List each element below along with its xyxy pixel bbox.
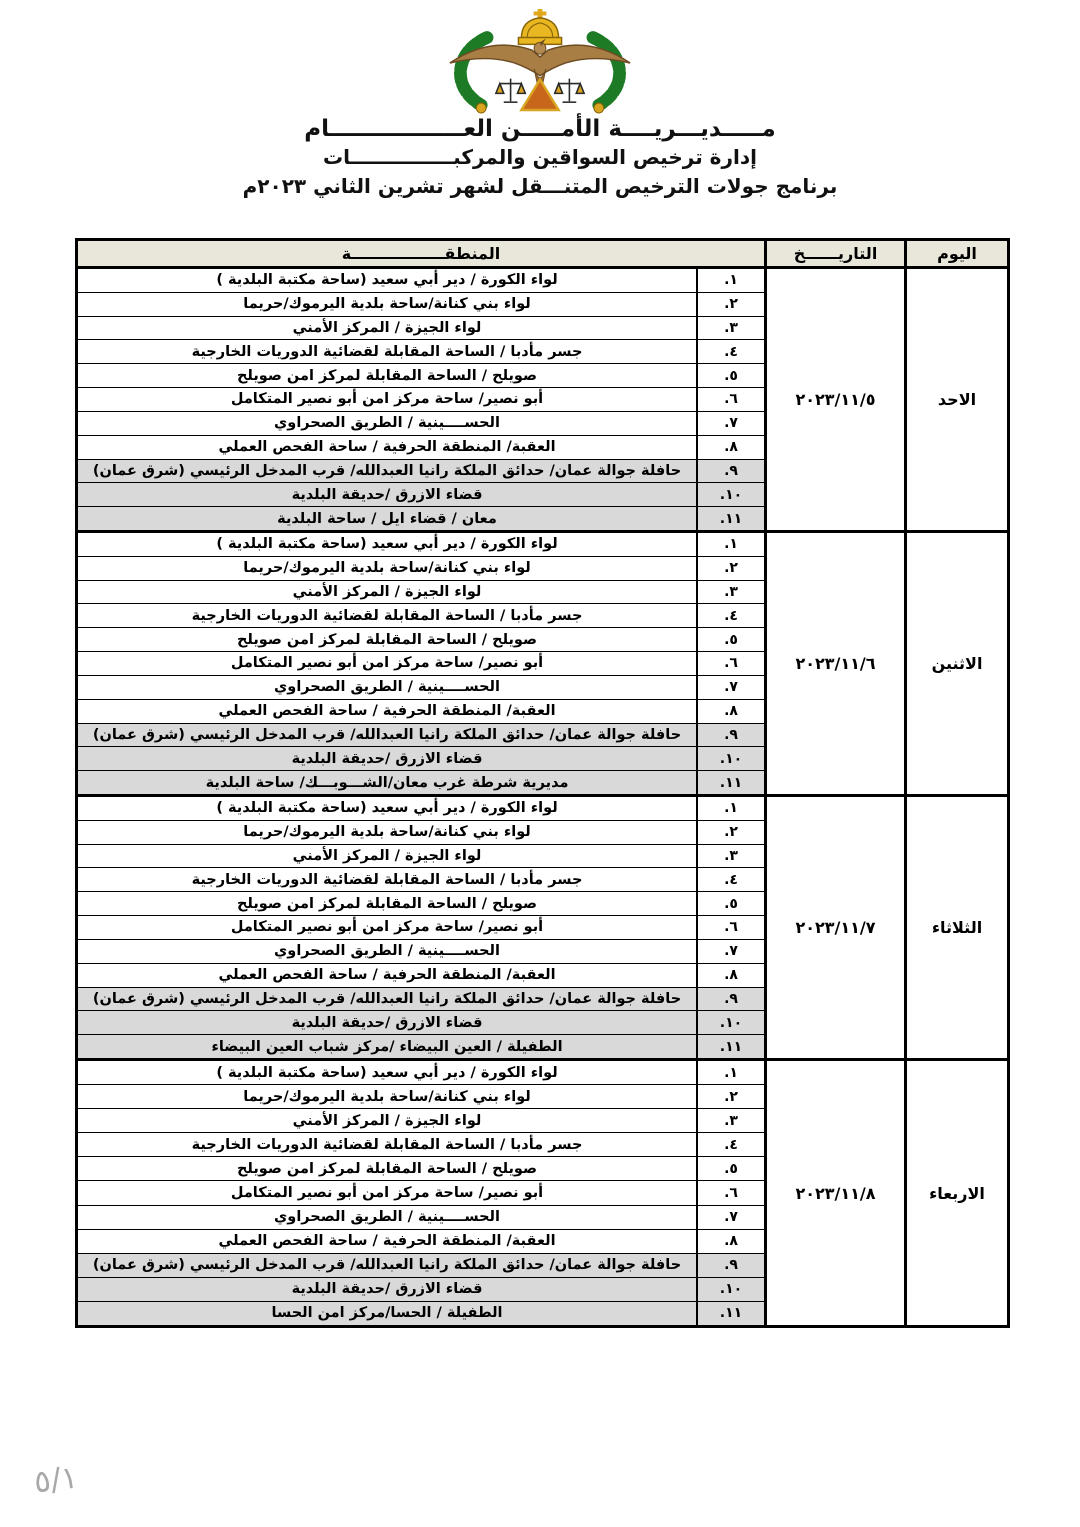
table-row <box>78 676 764 700</box>
table-row <box>78 293 764 317</box>
row-area-text: قضاء الازرق /حديقة البلدية <box>78 1011 696 1034</box>
table-row <box>78 868 764 892</box>
row-area-text: أبو نصير/ ساحة مركز امن أبو نصير المتكامل <box>230 919 544 936</box>
row-area-text: الحســــينية / الطريق الصحراوي <box>274 1209 500 1226</box>
row-area-text: قضاء الازرق /حديقة البلدية <box>78 747 696 770</box>
row-number: ٧. <box>696 676 764 699</box>
table-row <box>78 581 764 605</box>
table-row <box>78 1035 764 1058</box>
day-cell: الاحد <box>904 269 1007 530</box>
table-row <box>78 460 764 484</box>
row-number: ١١. <box>696 1035 764 1058</box>
table-row <box>78 988 764 1012</box>
row-area-text: العقبة/ المنطقة الحرفية / ساحة الفحص العملي <box>218 1233 556 1250</box>
table-row <box>78 1254 764 1278</box>
table-row <box>78 1061 764 1085</box>
row-area-text: أبو نصير/ ساحة مركز امن أبو نصير المتكامل <box>230 391 544 408</box>
row-number: ٦. <box>696 916 764 939</box>
row-number: ٧. <box>696 412 764 435</box>
row-number: ٩. <box>696 460 764 483</box>
row-number: ١١. <box>696 1302 764 1325</box>
table-row <box>78 436 764 460</box>
table-row <box>78 1133 764 1157</box>
table-row <box>78 1302 764 1325</box>
table-row <box>78 1157 764 1181</box>
row-number: ٦. <box>696 1181 764 1204</box>
table-row <box>78 821 764 845</box>
org-title: مـــــديـــريــــة الأمـــــن العـــــــــــــــــام <box>304 116 776 142</box>
table-row <box>78 483 764 507</box>
table-row <box>78 652 764 676</box>
row-area-text: لواء الكورة / دير أبي سعيد (ساحة مكتبة البلدية ) <box>216 536 558 553</box>
crown-icon <box>518 9 561 44</box>
row-number: ٣. <box>696 317 764 340</box>
table-row <box>78 604 764 628</box>
row-area-text: لواء الجيزة / المركز الأمني <box>292 848 482 865</box>
row-number: ١٠. <box>696 1011 764 1034</box>
table-body <box>78 269 1007 1325</box>
row-number: ٥. <box>696 628 764 651</box>
row-number: ٦. <box>696 652 764 675</box>
row-area-text: العقبة/ المنطقة الحرفية / ساحة الفحص العملي <box>218 439 556 456</box>
row-area-text: معان / قضاء ايل / ساحة البلدية <box>78 507 696 530</box>
table-row <box>78 1206 764 1230</box>
row-number: ٧. <box>696 1206 764 1229</box>
row-number: ١٠. <box>696 747 764 770</box>
row-area-text: لواء بني كنانة/ساحة بلدية اليرموك/حريما <box>243 560 531 577</box>
rows-wrap <box>78 269 764 530</box>
row-area-text: لواء بني كنانة/ساحة بلدية اليرموك/حريما <box>243 824 531 841</box>
rows-wrap <box>78 1061 764 1325</box>
row-number: ٣. <box>696 845 764 868</box>
row-number: ٨. <box>696 436 764 459</box>
page-number: ٥/١ <box>31 1459 80 1501</box>
department-title: إدارة ترخيص السواقين والمركبـــــــــــــــات <box>323 145 757 169</box>
row-area-text: الحســــينية / الطريق الصحراوي <box>274 943 500 960</box>
row-area-text: جسر مأدبا / الساحة المقابلة لقضائية الدوريات الخارجية <box>191 343 583 360</box>
row-area-text: جسر مأدبا / الساحة المقابلة لقضائية الدوريات الخارجية <box>191 871 583 888</box>
row-number: ٤. <box>696 604 764 627</box>
row-area-text: حافلة جوالة عمان/ حدائق الملكة رانيا العبدالله/ قرب المدخل الرئيسي (شرق عمان) <box>78 1254 696 1277</box>
day-section <box>78 269 1007 533</box>
row-area-text: صويلح / الساحة المقابلة لمركز امن صويلح <box>236 1160 538 1177</box>
row-area-text: لواء بني كنانة/ساحة بلدية اليرموك/حريما <box>243 1088 531 1105</box>
table-row <box>78 964 764 988</box>
day-section <box>78 1061 1007 1325</box>
row-number: ٢. <box>696 821 764 844</box>
table-row <box>78 747 764 771</box>
row-area-text: صويلح / الساحة المقابلة لمركز امن صويلح <box>236 631 538 648</box>
row-area-text: الحســــينية / الطريق الصحراوي <box>274 415 500 432</box>
row-number: ٨. <box>696 1230 764 1253</box>
table-row <box>78 533 764 557</box>
table-row <box>78 916 764 940</box>
day-cell: الاربعاء <box>904 1061 1007 1325</box>
row-area-text: الطفيلة / العين البيضاء /مركز شباب العين البيضاء <box>78 1035 696 1058</box>
rows-wrap <box>78 533 764 794</box>
date-cell: ٢٠٢٣/١١/٥ <box>764 269 904 530</box>
row-area-text: الطفيلة / الحسا/مركز امن الحسا <box>78 1302 696 1325</box>
row-number: ٣. <box>696 581 764 604</box>
table-row <box>78 1109 764 1133</box>
row-number: ٥. <box>696 892 764 915</box>
row-number: ٢. <box>696 1085 764 1108</box>
row-number: ٢. <box>696 293 764 316</box>
rows-wrap <box>78 797 764 1058</box>
day-column-header: اليوم <box>904 241 1007 266</box>
row-number: ٣. <box>696 1109 764 1132</box>
row-area-text: حافلة جوالة عمان/ حدائق الملكة رانيا العبدالله/ قرب المدخل الرئيسي (شرق عمان) <box>78 724 696 747</box>
row-area-text: قضاء الازرق /حديقة البلدية <box>78 1278 696 1301</box>
triangle-icon <box>521 80 558 110</box>
row-area-text: حافلة جوالة عمان/ حدائق الملكة رانيا العبدالله/ قرب المدخل الرئيسي (شرق عمان) <box>78 460 696 483</box>
row-area-text: أبو نصير/ ساحة مركز امن أبو نصير المتكامل <box>230 1185 544 1202</box>
row-number: ٨. <box>696 964 764 987</box>
row-number: ١. <box>696 797 764 820</box>
row-number: ١٠. <box>696 483 764 506</box>
row-area-text: جسر مأدبا / الساحة المقابلة لقضائية الدوريات الخارجية <box>191 1136 583 1153</box>
table-row <box>78 892 764 916</box>
table-row <box>78 1181 764 1205</box>
row-area-text: أبو نصير/ ساحة مركز امن أبو نصير المتكامل <box>230 655 544 672</box>
row-area-text: مديرية شرطة غرب معان/الشـــوبـــك/ ساحة البلدية <box>78 771 696 794</box>
table-row <box>78 797 764 821</box>
row-area-text: قضاء الازرق /حديقة البلدية <box>78 483 696 506</box>
table-row <box>78 507 764 530</box>
table-row <box>78 845 764 869</box>
row-number: ٩. <box>696 988 764 1011</box>
row-area-text: جسر مأدبا / الساحة المقابلة لقضائية الدوريات الخارجية <box>191 607 583 624</box>
row-area-text: صويلح / الساحة المقابلة لمركز امن صويلح <box>236 367 538 384</box>
row-number: ١. <box>696 533 764 556</box>
row-number: ٢. <box>696 557 764 580</box>
schedule-table <box>75 238 1010 1328</box>
row-number: ١. <box>696 1061 764 1084</box>
date-cell: ٢٠٢٣/١١/٧ <box>764 797 904 1058</box>
row-number: ١١. <box>696 507 764 530</box>
row-area-text: لواء الجيزة / المركز الأمني <box>292 1112 482 1129</box>
row-area-text: العقبة/ المنطقة الحرفية / ساحة الفحص العملي <box>218 967 556 984</box>
row-number: ٨. <box>696 700 764 723</box>
row-number: ٦. <box>696 388 764 411</box>
day-section <box>78 797 1007 1061</box>
date-cell: ٢٠٢٣/١١/٦ <box>764 533 904 794</box>
row-area-text: لواء الجيزة / المركز الأمني <box>292 584 482 601</box>
row-area-text: لواء بني كنانة/ساحة بلدية اليرموك/حريما <box>243 296 531 313</box>
table-row <box>78 700 764 724</box>
table-row <box>78 1230 764 1254</box>
row-number: ٤. <box>696 340 764 363</box>
table-row <box>78 557 764 581</box>
row-number: ٥. <box>696 364 764 387</box>
table-row <box>78 364 764 388</box>
table-row <box>78 1085 764 1109</box>
row-number: ١١. <box>696 771 764 794</box>
table-row <box>78 771 764 794</box>
table-row <box>78 1011 764 1035</box>
area-column-header: المنطقـــــــــــــــــة <box>341 244 501 263</box>
table-row <box>78 724 764 748</box>
row-area-text: صويلح / الساحة المقابلة لمركز امن صويلح <box>236 895 538 912</box>
table-row <box>78 269 764 293</box>
document-header <box>0 8 1080 198</box>
row-area-text: العقبة/ المنطقة الحرفية / ساحة الفحص العملي <box>218 703 556 720</box>
table-row <box>78 412 764 436</box>
program-title: برنامج جولات الترخيص المتنـــقل لشهر تشرين الثاني ٢٠٢٣م <box>242 174 838 198</box>
row-area-text: لواء الجيزة / المركز الأمني <box>292 320 482 337</box>
row-number: ١. <box>696 269 764 292</box>
table-row <box>78 340 764 364</box>
row-number: ٩. <box>696 1254 764 1277</box>
table-row <box>78 940 764 964</box>
row-number: ٧. <box>696 940 764 963</box>
table-row <box>78 317 764 341</box>
table-row <box>78 628 764 652</box>
row-area-text: الحســــينية / الطريق الصحراوي <box>274 679 500 696</box>
table-row <box>78 1278 764 1302</box>
row-area-text: لواء الكورة / دير أبي سعيد (ساحة مكتبة البلدية ) <box>216 800 558 817</box>
row-area-text: لواء الكورة / دير أبي سعيد (ساحة مكتبة البلدية ) <box>216 272 558 289</box>
day-section <box>78 533 1007 797</box>
day-cell: الاثنين <box>904 533 1007 794</box>
day-cell: الثلاثاء <box>904 797 1007 1058</box>
table-row <box>78 388 764 412</box>
row-number: ٥. <box>696 1157 764 1180</box>
row-number: ٩. <box>696 724 764 747</box>
table-header-row <box>78 241 1007 269</box>
row-area-text: حافلة جوالة عمان/ حدائق الملكة رانيا العبدالله/ قرب المدخل الرئيسي (شرق عمان) <box>78 988 696 1011</box>
date-column-header: التاريــــــخ <box>764 241 904 266</box>
date-cell: ٢٠٢٣/١١/٨ <box>764 1061 904 1325</box>
row-number: ١٠. <box>696 1278 764 1301</box>
row-number: ٤. <box>696 1133 764 1156</box>
row-area-text: لواء الكورة / دير أبي سعيد (ساحة مكتبة البلدية ) <box>216 1064 558 1081</box>
jordan-public-security-emblem-logo <box>442 8 638 116</box>
row-number: ٤. <box>696 868 764 891</box>
